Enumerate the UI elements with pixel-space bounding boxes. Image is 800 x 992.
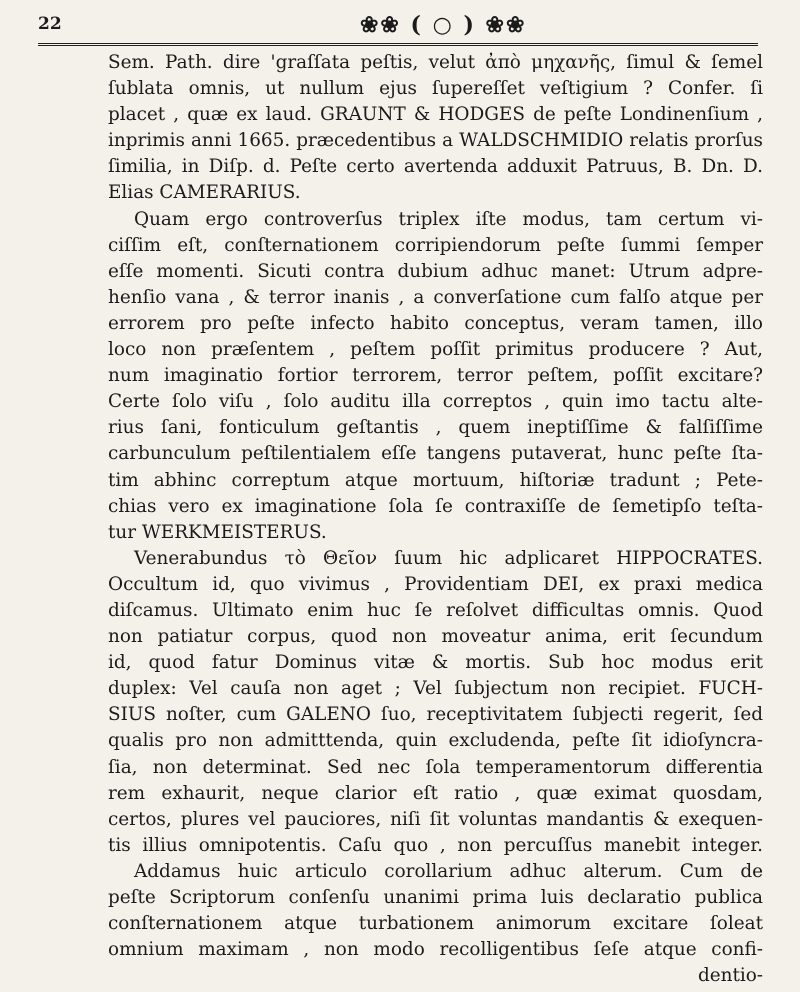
text-line: non patiatur corpus, quod non moveatur anima, erit ſecundum bbox=[108, 626, 763, 648]
text-line: tis illius omnipotentis. Caſu quo , non percuſſus manebit integer. bbox=[108, 834, 763, 856]
text-line: ſia, non determinat. Sed nec ſola temperamentorum differentia bbox=[108, 756, 763, 778]
text-line: dentio- bbox=[697, 965, 763, 987]
body-text bbox=[108, 50, 763, 989]
header-ornament: ❀❀ ( ○ ) ❀❀ bbox=[360, 12, 527, 38]
text-line: henſio vana , & terror inanis , a converſatione cum falſo atque per bbox=[108, 286, 763, 308]
text-line: inprimis anni 1665. præcedentibus a WALDSCHMIDIO relatis prorſus bbox=[108, 130, 763, 152]
text-line: qualis pro non admitttenda, quin excludenda, peſte ſit idioſyncra- bbox=[108, 730, 763, 752]
text-line: rius ſani, fonticulum geſtantis , quem ineptiſſime & falſiſſime bbox=[108, 417, 763, 439]
text-line: peſte Scriptorum conſenſu unanimi prima luis declaratio publica bbox=[108, 887, 763, 908]
text-line: Quam ergo controverſus triplex iſte modus, tam certum vi- bbox=[134, 208, 763, 230]
text-line: tim abhinc correptum atque mortuum, hiſtoriæ tradunt ; Pete- bbox=[108, 469, 763, 491]
text-line: errorem pro peſte infecto habito conceptus, veram tamen, illo bbox=[108, 312, 763, 334]
text-line: ciſſim eſt, conſternationem corripiendorum peſte ſummi ſemper bbox=[108, 234, 763, 256]
header-rule bbox=[38, 43, 758, 46]
text-line: carbunculum peſtilentialem eſſe tangens putaverat, hunc peſte ſta- bbox=[108, 443, 763, 465]
text-line: placet , quæ ex laud. GRAUNT & HODGES de peſte Londinenſium , bbox=[108, 104, 763, 126]
text-line: Addamus huic articulo corollarium adhuc alterum. Cum de bbox=[134, 860, 763, 882]
text-line: tur WERKMEISTERUS. bbox=[108, 521, 327, 543]
running-header bbox=[38, 12, 758, 48]
text-line: ſimilia, in Diſp. d. Peſte certo avertenda adduxit Patruus, B. Dn. D. bbox=[108, 156, 763, 178]
text-line: Venerabundus τὸ Θεῖον ſuum hic adplicaret HIPPOCRATES. bbox=[134, 547, 763, 569]
text-line: omnium maximam , non modo recolligentibus ſeſe atque confi- bbox=[108, 939, 763, 961]
text-line: id, quod fatur Dominus vitæ & mortis. Sub hoc modus erit bbox=[108, 652, 763, 674]
text-line: certos, plures vel pauciores, niſi ſit voluntas mandantis & exequen- bbox=[108, 808, 763, 830]
text-line: rem exhaurit, neque clarior eſt ratio , quæ eximat quosdam, bbox=[108, 782, 763, 804]
text-line: ſublata omnis, ut nullum ejus ſupereſſet veſtigium ? Confer. ſi bbox=[108, 78, 763, 100]
text-line: conſternationem atque turbationem animorum excitare ſoleat bbox=[108, 913, 763, 935]
text-line: eſſe momenti. Sicuti contra dubium adhuc manet: Utrum adpre- bbox=[108, 260, 763, 282]
text-line: diſcamus. Ultimato enim huc ſe reſolvet difficultas omnis. Quod bbox=[108, 599, 763, 621]
page-number: 22 bbox=[38, 14, 62, 34]
text-line: chias vero ex imaginatione ſola ſe contraxiſſe de ſemetipſo teſta- bbox=[108, 495, 763, 517]
text-line: Certe ſolo viſu , ſolo auditu illa correptos , quin imo tactu alte- bbox=[108, 391, 763, 413]
text-line: Sem. Path. dire 'graſſata peſtis, velut ἀπὸ μηχανῆς, ſimul & ſemel bbox=[108, 52, 763, 73]
text-line: Occultum id, quo vivimus , Providentiam DEI, ex praxi medica bbox=[108, 573, 763, 595]
text-line: Elias CAMERARIUS. bbox=[108, 182, 301, 204]
text-line: duplex: Vel cauſa non aget ; Vel ſubjectum non recipiet. FUCH- bbox=[108, 678, 763, 700]
text-line: SIUS noſter, cum GALENO ſuo, receptivitatem ſubjecti regerit, ſed bbox=[108, 704, 763, 726]
text-line: loco non præſentem , peſtem poſſit primitus producere ? Aut, bbox=[108, 339, 763, 361]
text-line: num imaginatio fortior terrorem, terror peſtem, poſſit excitare? bbox=[108, 365, 763, 387]
